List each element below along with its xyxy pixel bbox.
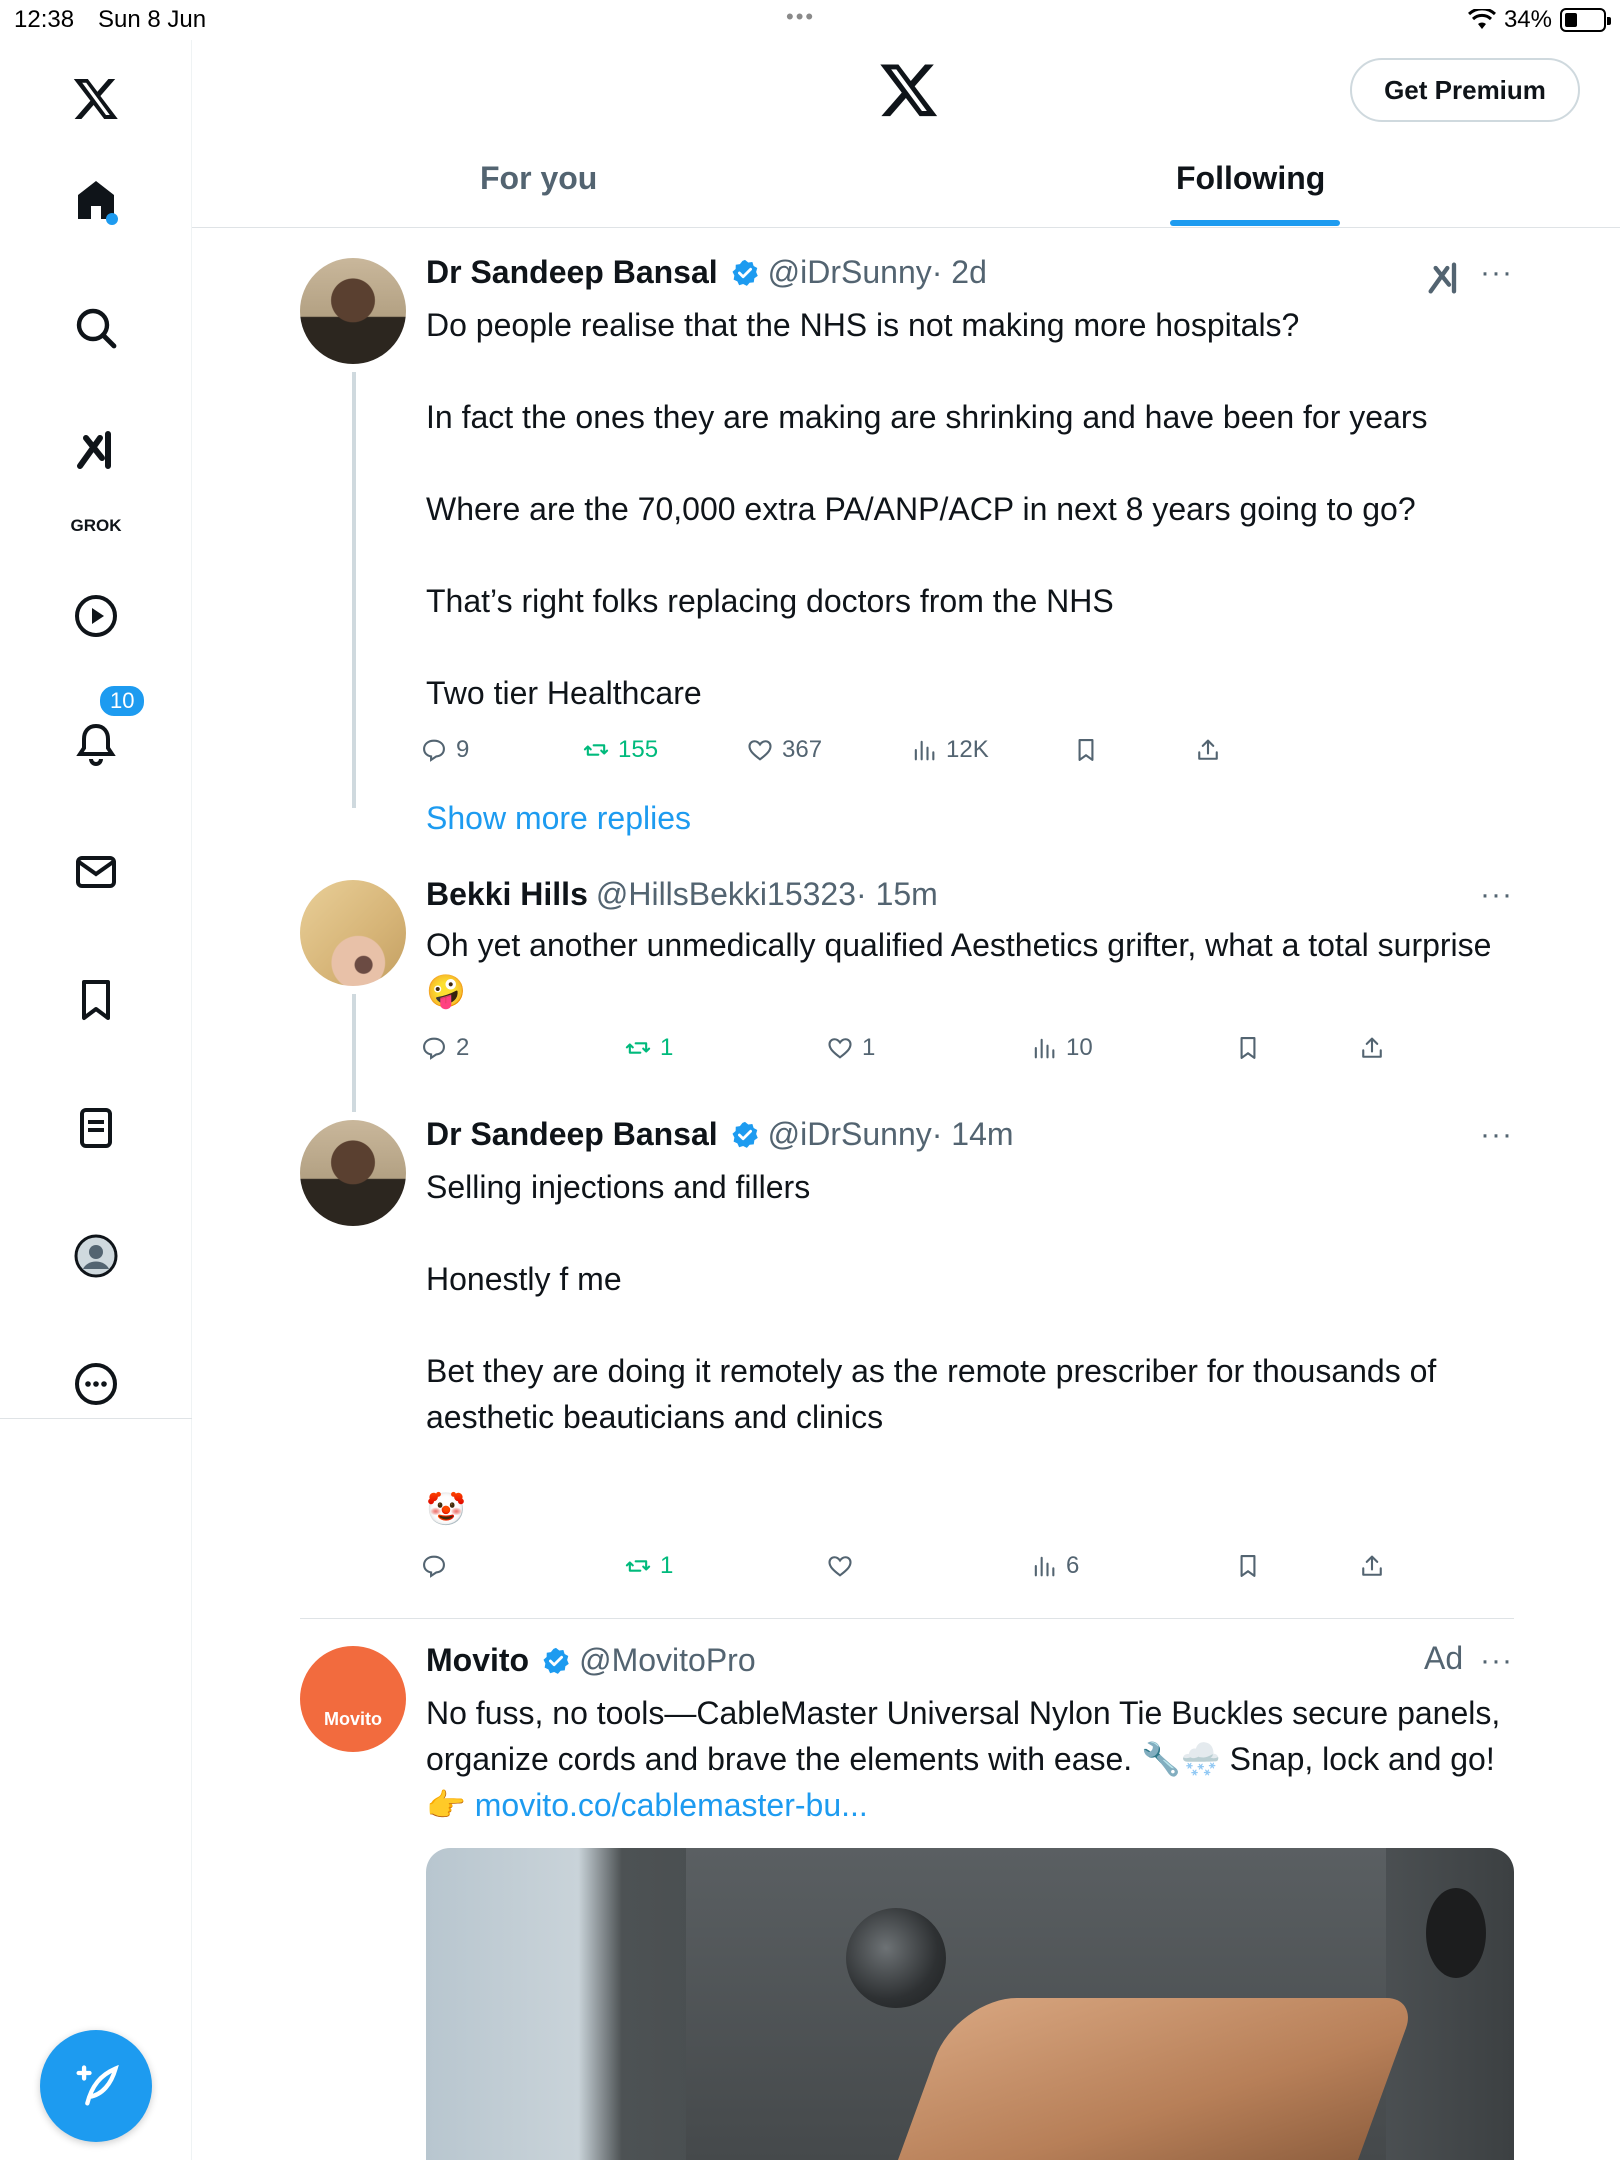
tweet-text — [426, 302, 1516, 716]
bookmark-tweet-button[interactable] — [1234, 1552, 1262, 1580]
ad-label: Ad — [1424, 1640, 1464, 1676]
tweet-header — [426, 876, 938, 913]
repost-button[interactable] — [624, 1552, 673, 1580]
like-count: 1 — [862, 1034, 876, 1061]
grok-label: GROK — [70, 516, 122, 535]
heart-icon — [826, 1034, 854, 1062]
tweet-paragraph: 🤡 — [426, 1491, 466, 1527]
repost-count: 1 — [660, 1034, 674, 1061]
bookmark-icon — [1234, 1552, 1262, 1580]
verified-badge-icon — [541, 1646, 571, 1676]
tweet-paragraph: Bet they are doing it remotely as the remote prescriber for thousands of aesthetic beauticians and clinics — [426, 1353, 1437, 1435]
reply-icon — [420, 736, 448, 764]
thread-line — [352, 372, 356, 808]
heart-icon — [826, 1552, 854, 1580]
views-icon — [910, 736, 938, 764]
views-count: 10 — [1066, 1034, 1093, 1061]
author-name[interactable]: Bekki Hills — [426, 876, 588, 912]
avatar[interactable] — [300, 880, 406, 986]
tweet-time[interactable]: · 14m — [931, 1116, 1014, 1152]
tab-active-indicator — [1170, 220, 1340, 226]
battery-percent: 34% — [1503, 6, 1552, 33]
repost-button[interactable] — [624, 1034, 673, 1062]
status-date: Sun 8 Jun — [98, 6, 207, 33]
sidebar — [0, 40, 192, 2160]
tweet-paragraph: Where are the 70,000 extra PA/ANP/ACP in next 8 years going to go? — [426, 491, 1416, 527]
video-icon[interactable] — [66, 586, 126, 646]
compose-button[interactable] — [40, 2030, 152, 2142]
reply-count: 9 — [456, 736, 470, 763]
repost-count: 1 — [660, 1552, 674, 1579]
reply-count: 2 — [456, 1034, 470, 1061]
header-divider — [192, 227, 1620, 228]
tweet-text — [426, 1690, 1516, 1828]
author-handle[interactable]: @iDrSunny — [767, 254, 932, 290]
share-button[interactable] — [1358, 1034, 1386, 1062]
like-button[interactable] — [746, 736, 822, 764]
tweet-paragraph: Honestly f me — [426, 1261, 622, 1297]
repost-icon — [624, 1034, 652, 1062]
like-count: 367 — [782, 736, 823, 763]
search-icon[interactable] — [66, 298, 126, 358]
views-button[interactable] — [910, 736, 989, 764]
ad-media-image[interactable] — [426, 1848, 1514, 2160]
views-icon — [1030, 1034, 1058, 1062]
ad-link[interactable]: movito.co/cablemaster-bu... — [474, 1787, 868, 1823]
share-button[interactable] — [1194, 736, 1222, 764]
repost-icon — [582, 736, 610, 764]
tweet-time[interactable]: · 2d — [931, 254, 987, 290]
avatar-text: Movito — [324, 1709, 382, 1729]
repost-count: 155 — [618, 736, 659, 763]
like-button[interactable] — [826, 1552, 862, 1580]
ad-text: No fuss, no tools—CableMaster Universal Nylon Tie Buckles secure panels, organize cords and brave the elements with ease. 🔧🌨️ Snap, lock and go! 👉 — [426, 1695, 1501, 1823]
author-handle[interactable]: @HillsBekki15323 — [595, 876, 857, 912]
more-options-icon[interactable]: ··· — [1480, 1118, 1513, 1151]
tweet-header — [426, 254, 987, 291]
reply-button[interactable] — [420, 736, 469, 764]
more-options-icon[interactable]: ··· — [1480, 256, 1513, 289]
avatar[interactable] — [300, 258, 406, 364]
mail-icon[interactable] — [66, 842, 126, 902]
tweet-time[interactable]: · 15m — [856, 876, 938, 912]
tweet-header — [426, 1642, 756, 1679]
tweet-text — [426, 1164, 1516, 1532]
sidebar-divider — [0, 1418, 192, 1419]
repost-icon — [624, 1552, 652, 1580]
reply-button[interactable] — [420, 1552, 456, 1580]
compose-icon — [70, 2060, 122, 2112]
show-more-replies-link[interactable]: Show more replies — [426, 800, 691, 836]
tweet-paragraph: Selling injections and fillers — [426, 1169, 811, 1205]
feed-divider — [300, 1618, 1514, 1619]
bookmark-icon[interactable] — [66, 970, 126, 1030]
bookmark-tweet-button[interactable] — [1234, 1034, 1262, 1062]
avatar[interactable] — [300, 1120, 406, 1226]
profile-icon[interactable] — [66, 1226, 126, 1286]
author-handle[interactable]: @MovitoPro — [579, 1642, 756, 1678]
verified-badge-icon — [730, 1120, 760, 1150]
battery-fill — [1565, 13, 1577, 27]
tweet-header — [426, 1116, 1014, 1153]
bookmark-tweet-button[interactable] — [1072, 736, 1100, 764]
reply-icon — [420, 1034, 448, 1062]
more-options-icon[interactable]: ··· — [1480, 1644, 1513, 1677]
x-logo-icon[interactable] — [66, 68, 126, 128]
like-button[interactable] — [826, 1034, 875, 1062]
share-button[interactable] — [1358, 1552, 1386, 1580]
views-count: 6 — [1066, 1552, 1080, 1579]
status-bar — [0, 0, 1620, 40]
views-count: 12K — [946, 736, 989, 763]
more-icon[interactable] — [66, 1354, 126, 1414]
views-icon — [1030, 1552, 1058, 1580]
more-options-icon[interactable]: ··· — [1480, 878, 1513, 911]
tweet-paragraph: Two tier Healthcare — [426, 675, 702, 711]
share-icon — [1194, 736, 1222, 764]
tweet-paragraph: That’s right folks replacing doctors from the NHS — [426, 583, 1114, 619]
author-name[interactable]: Dr Sandeep Bansal — [426, 254, 718, 290]
status-time: 12:38 — [14, 6, 75, 33]
avatar[interactable] — [300, 1646, 406, 1752]
get-premium-button[interactable]: Get Premium — [1350, 58, 1580, 122]
x-logo-header[interactable] — [878, 58, 940, 120]
share-icon — [1358, 1034, 1386, 1062]
tweet-paragraph: In fact the ones they are making are shrinking and have been for years — [426, 399, 1428, 435]
status-right — [1468, 6, 1606, 34]
wifi-icon — [1468, 9, 1496, 31]
lists-icon[interactable] — [66, 1098, 126, 1158]
grok-icon[interactable] — [66, 420, 126, 480]
bell-icon[interactable] — [66, 714, 126, 774]
views-button[interactable] — [1030, 1034, 1093, 1062]
verified-badge-icon — [730, 258, 760, 288]
tweet-paragraph: Do people realise that the NHS is not making more hospitals? — [426, 307, 1300, 343]
tab-following[interactable]: Following — [1176, 160, 1326, 196]
tweet-text — [426, 922, 1516, 1014]
reply-button[interactable] — [420, 1034, 469, 1062]
bookmark-icon — [1234, 1034, 1262, 1062]
tweet-paragraph: Oh yet another unmedically qualified Aesthetics grifter, what a total surprise 🤪 — [426, 927, 1492, 1009]
notifications-badge: 10 — [98, 684, 146, 718]
battery-icon — [1560, 8, 1606, 32]
author-name[interactable]: Dr Sandeep Bansal — [426, 1116, 718, 1152]
author-name[interactable]: Movito — [426, 1642, 530, 1678]
views-button[interactable] — [1030, 1552, 1079, 1580]
tab-for-you[interactable]: For you — [480, 160, 598, 196]
bookmark-icon — [1072, 736, 1100, 764]
author-handle[interactable]: @iDrSunny — [767, 1116, 932, 1152]
thread-line — [352, 994, 356, 1112]
home-unread-dot — [106, 213, 118, 225]
repost-button[interactable] — [582, 736, 658, 764]
heart-icon — [746, 736, 774, 764]
reply-icon — [420, 1552, 448, 1580]
share-icon — [1358, 1552, 1386, 1580]
multitasking-dots[interactable]: ••• — [786, 4, 816, 29]
grok-explain-icon[interactable] — [1424, 258, 1464, 298]
